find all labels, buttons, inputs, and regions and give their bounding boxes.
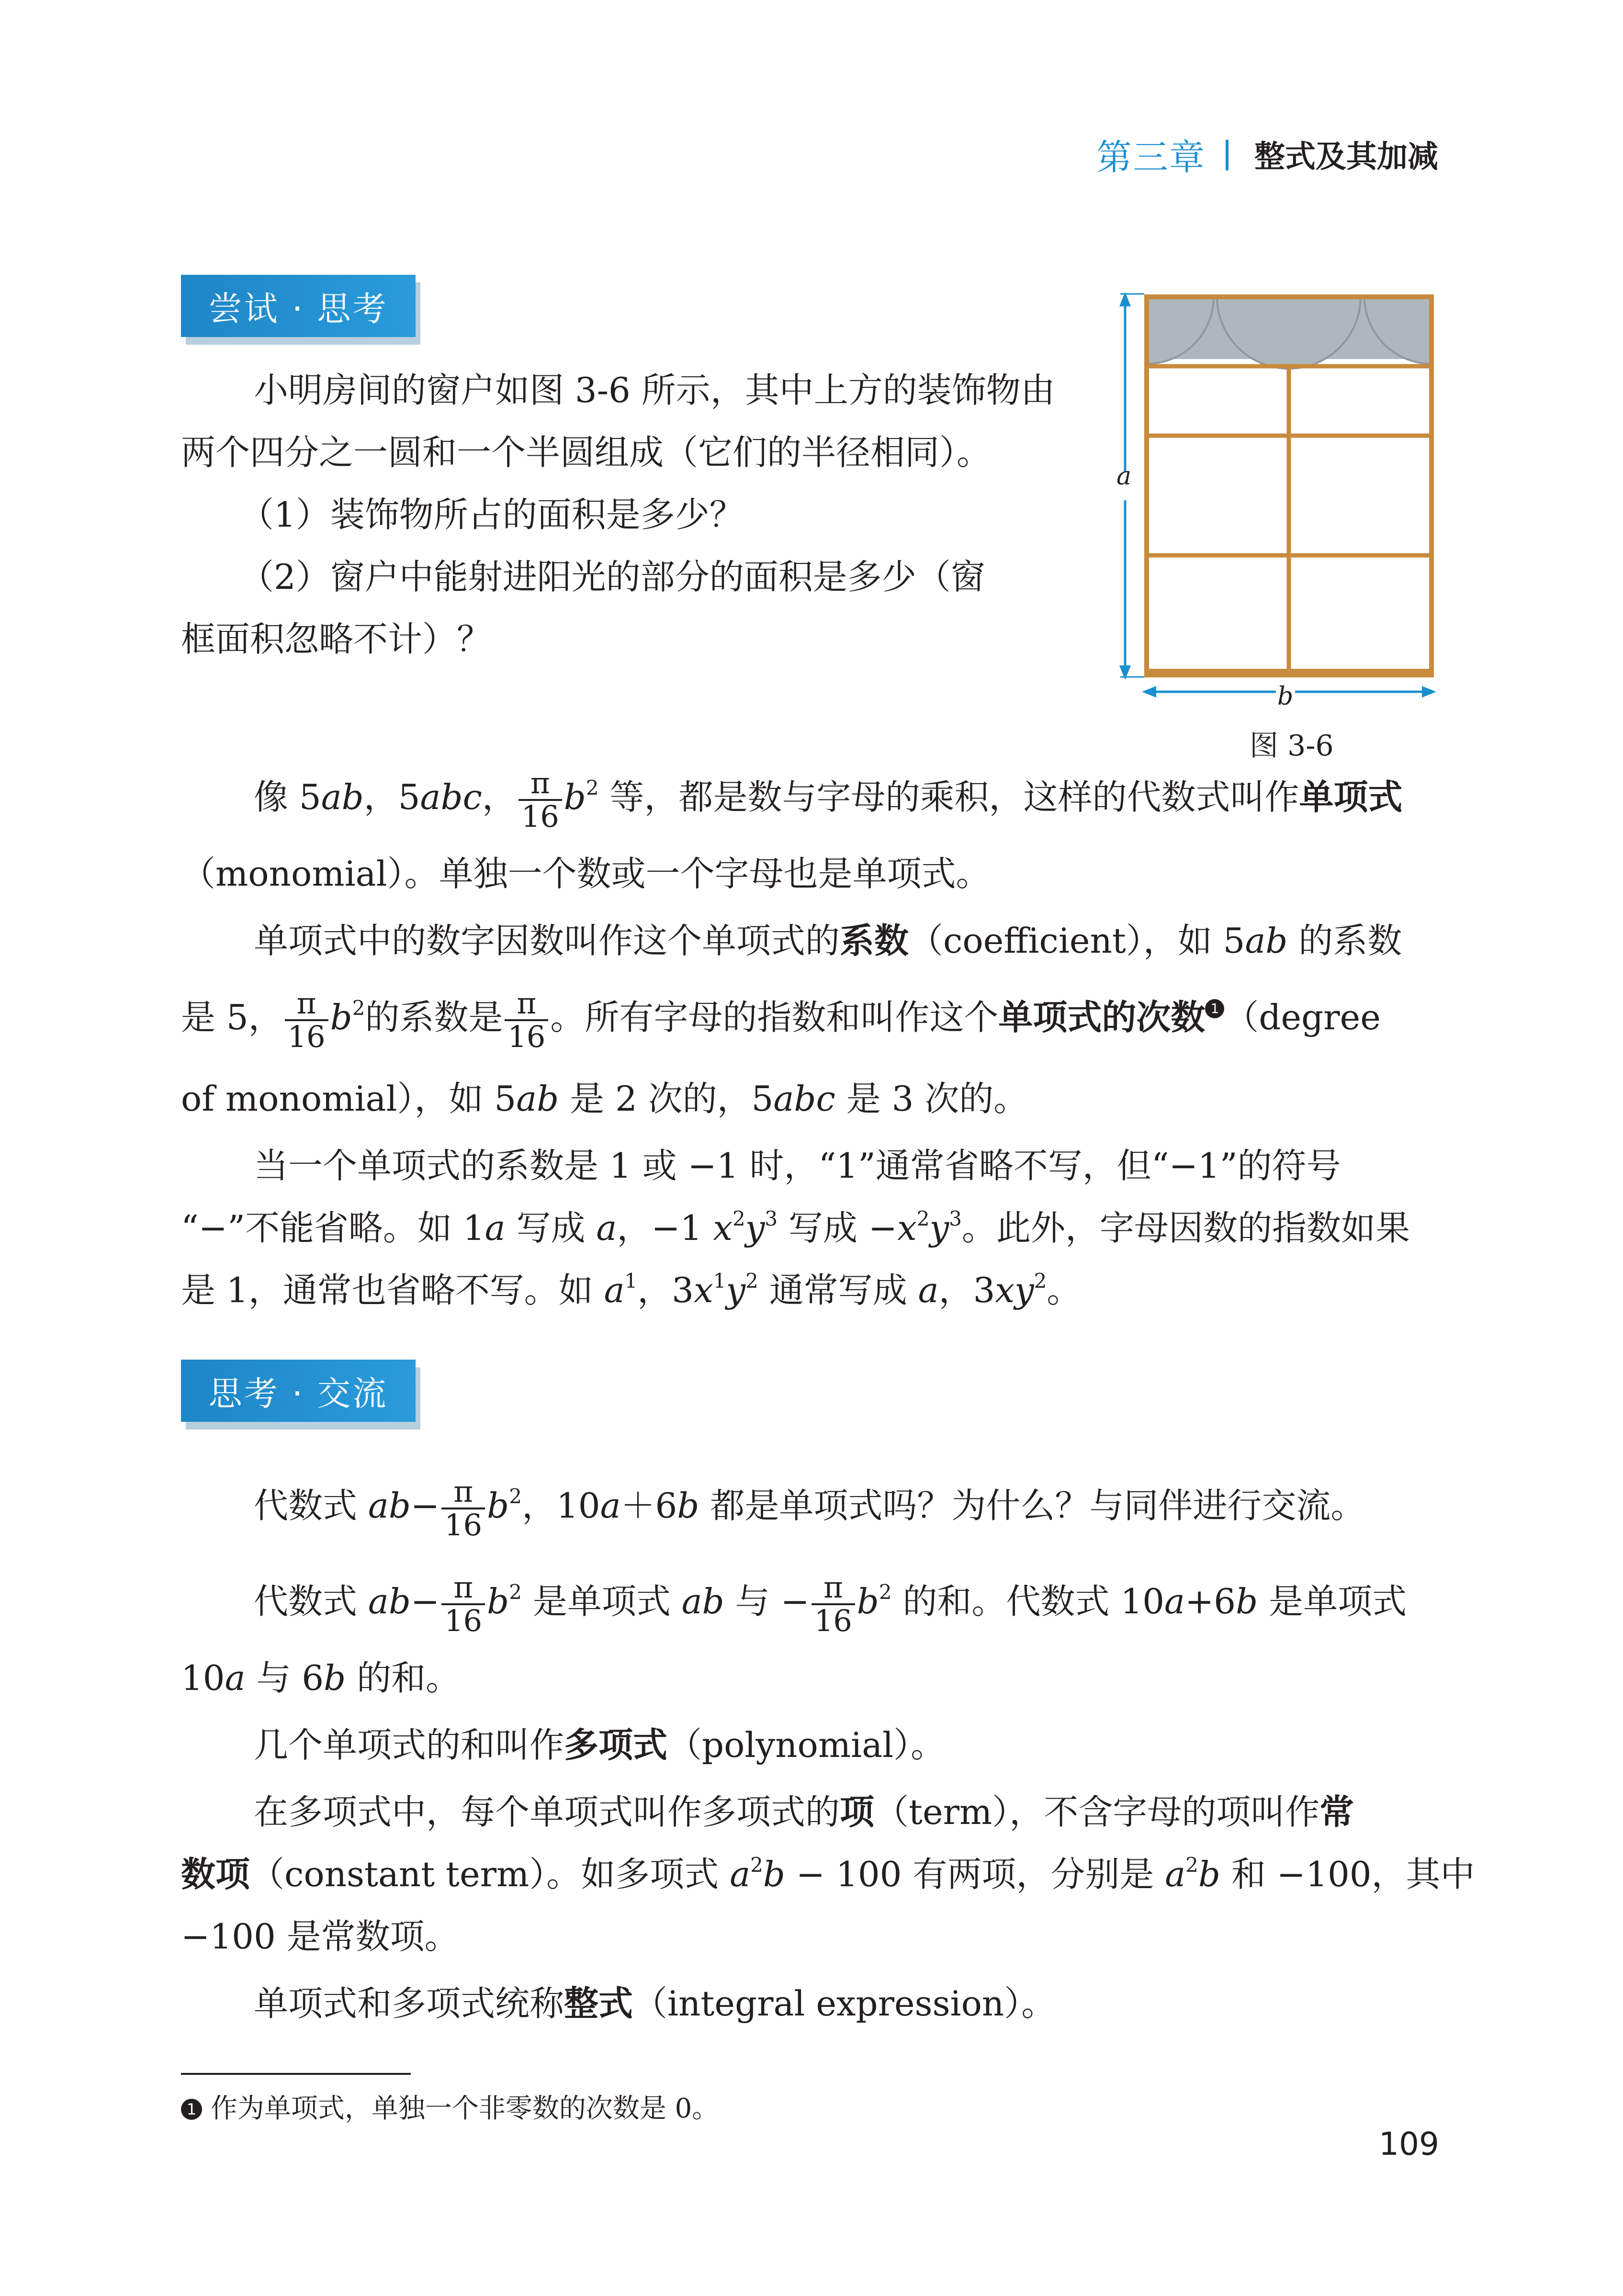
paragraph-line: 单项式和多项式统称整式（integral expression）。 — [254, 1983, 1056, 2024]
paragraph-line: 10a 与 6b 的和。 — [181, 1658, 461, 1698]
chapter-label: 第三章 — [1096, 137, 1206, 178]
paragraph-line: “−”不能省略。如 1a 写成 a，−1 $x^2y^3$ 写成 $-x^2y^3$。此外，字母因数的指数如果 — [181, 1207, 1410, 1248]
paragraph-line: 在多项式中，每个单项式叫作多项式的项（term），不含字母的项叫作常 — [254, 1792, 1354, 1832]
paragraph-line: 代数式 ab− $\frac{\pi}{16}$ $b^2$ 是单项式 ab 与 − $\frac{\pi}{16}$ $b^2$ 的和。代数式 10a+6b 是单项式 — [254, 1570, 1407, 1638]
paragraph-line: of monomial），如 5ab 是 2 次的，5abc 是 3 次的。 — [181, 1079, 1028, 1119]
paragraph-line: 代数式 ab− $\frac{\pi}{16}$ $b^2$，10a＋6b 都是单项式吗？为什么？与同伴进行交流。 — [254, 1474, 1365, 1542]
section-label-try-think: 尝试 · 思考 — [181, 275, 416, 337]
chapter-title: 整式及其加减 — [1254, 139, 1438, 175]
window-figure — [1101, 282, 1455, 713]
paragraph-line: 单项式中的数字因数叫作这个单项式的系数（coefficient），如 5ab 的系数 — [254, 921, 1402, 961]
paragraph-line: （monomial）。单独一个数或一个字母也是单项式。 — [181, 854, 991, 894]
section-label-think-discuss: 思考 · 交流 — [181, 1360, 416, 1422]
page-number: 109 — [1379, 2126, 1439, 2162]
height-label: a — [1116, 462, 1132, 491]
paragraph-line: 像 5ab，5abc， $\frac{\pi}{16}$ $b^2$ 等，都是数与字母的乘积，这样的代数式叫作单项式 — [254, 765, 1403, 834]
paragraph-line: 小明房间的窗户如图 3-6 所示，其中上方的装饰物由 — [254, 370, 1055, 410]
paragraph-line: 几个单项式的和叫作多项式（polynomial）。 — [254, 1725, 946, 1765]
arrow-left-icon — [1142, 686, 1156, 698]
paragraph-line: 当一个单项式的系数是 1 或 −1 时，“1”通常省略不写，但“−1”的符号 — [254, 1146, 1341, 1186]
term-monomial: 单项式 — [1299, 777, 1403, 817]
paragraph-line: （2）窗户中能射进阳光的部分的面积是多少（窗 — [239, 557, 985, 597]
footnote-text: 作为单项式，单独一个非零数的次数是 0。 — [210, 2093, 719, 2124]
paragraph-line: （1）装饰物所占的面积是多少？ — [239, 495, 744, 535]
paragraph-line: 是 1，通常也省略不写。如 $a^1$，$3x^1y^2$ 通常写成 a，$3xy^2$。 — [181, 1269, 1082, 1310]
paragraph-line: 数项（constant term）。如多项式 $a^2b - 100$ 有两项，分别是 $a^2b$ 和 −100，其中 — [181, 1853, 1475, 1894]
footnote — [181, 2087, 719, 2130]
paragraph-line: 是 5， $\frac{\pi}{16}$ $b^2$的系数是 $\frac{\pi}{16}$ 。所有字母的指数和叫作这个单项式的次数 1 （degree — [181, 986, 1381, 1054]
fraction: $\frac{\pi}{16}$ — [518, 767, 562, 833]
footnote-divider — [181, 2073, 411, 2075]
header-divider — [1226, 140, 1229, 170]
footnote-marker[interactable]: 1 — [1205, 999, 1224, 1018]
footnote-marker: 1 — [181, 2099, 202, 2120]
paragraph-line: 框面积忽略不计）？ — [181, 619, 492, 659]
arrow-right-icon — [1422, 686, 1436, 698]
figure-caption: 图 3-6 — [1250, 729, 1334, 763]
paragraph-line: −100 是常数项。 — [181, 1916, 459, 1957]
width-label: b — [1277, 682, 1294, 711]
paragraph-line: 两个四分之一圆和一个半圆组成（它们的半径相同）。 — [181, 432, 992, 473]
